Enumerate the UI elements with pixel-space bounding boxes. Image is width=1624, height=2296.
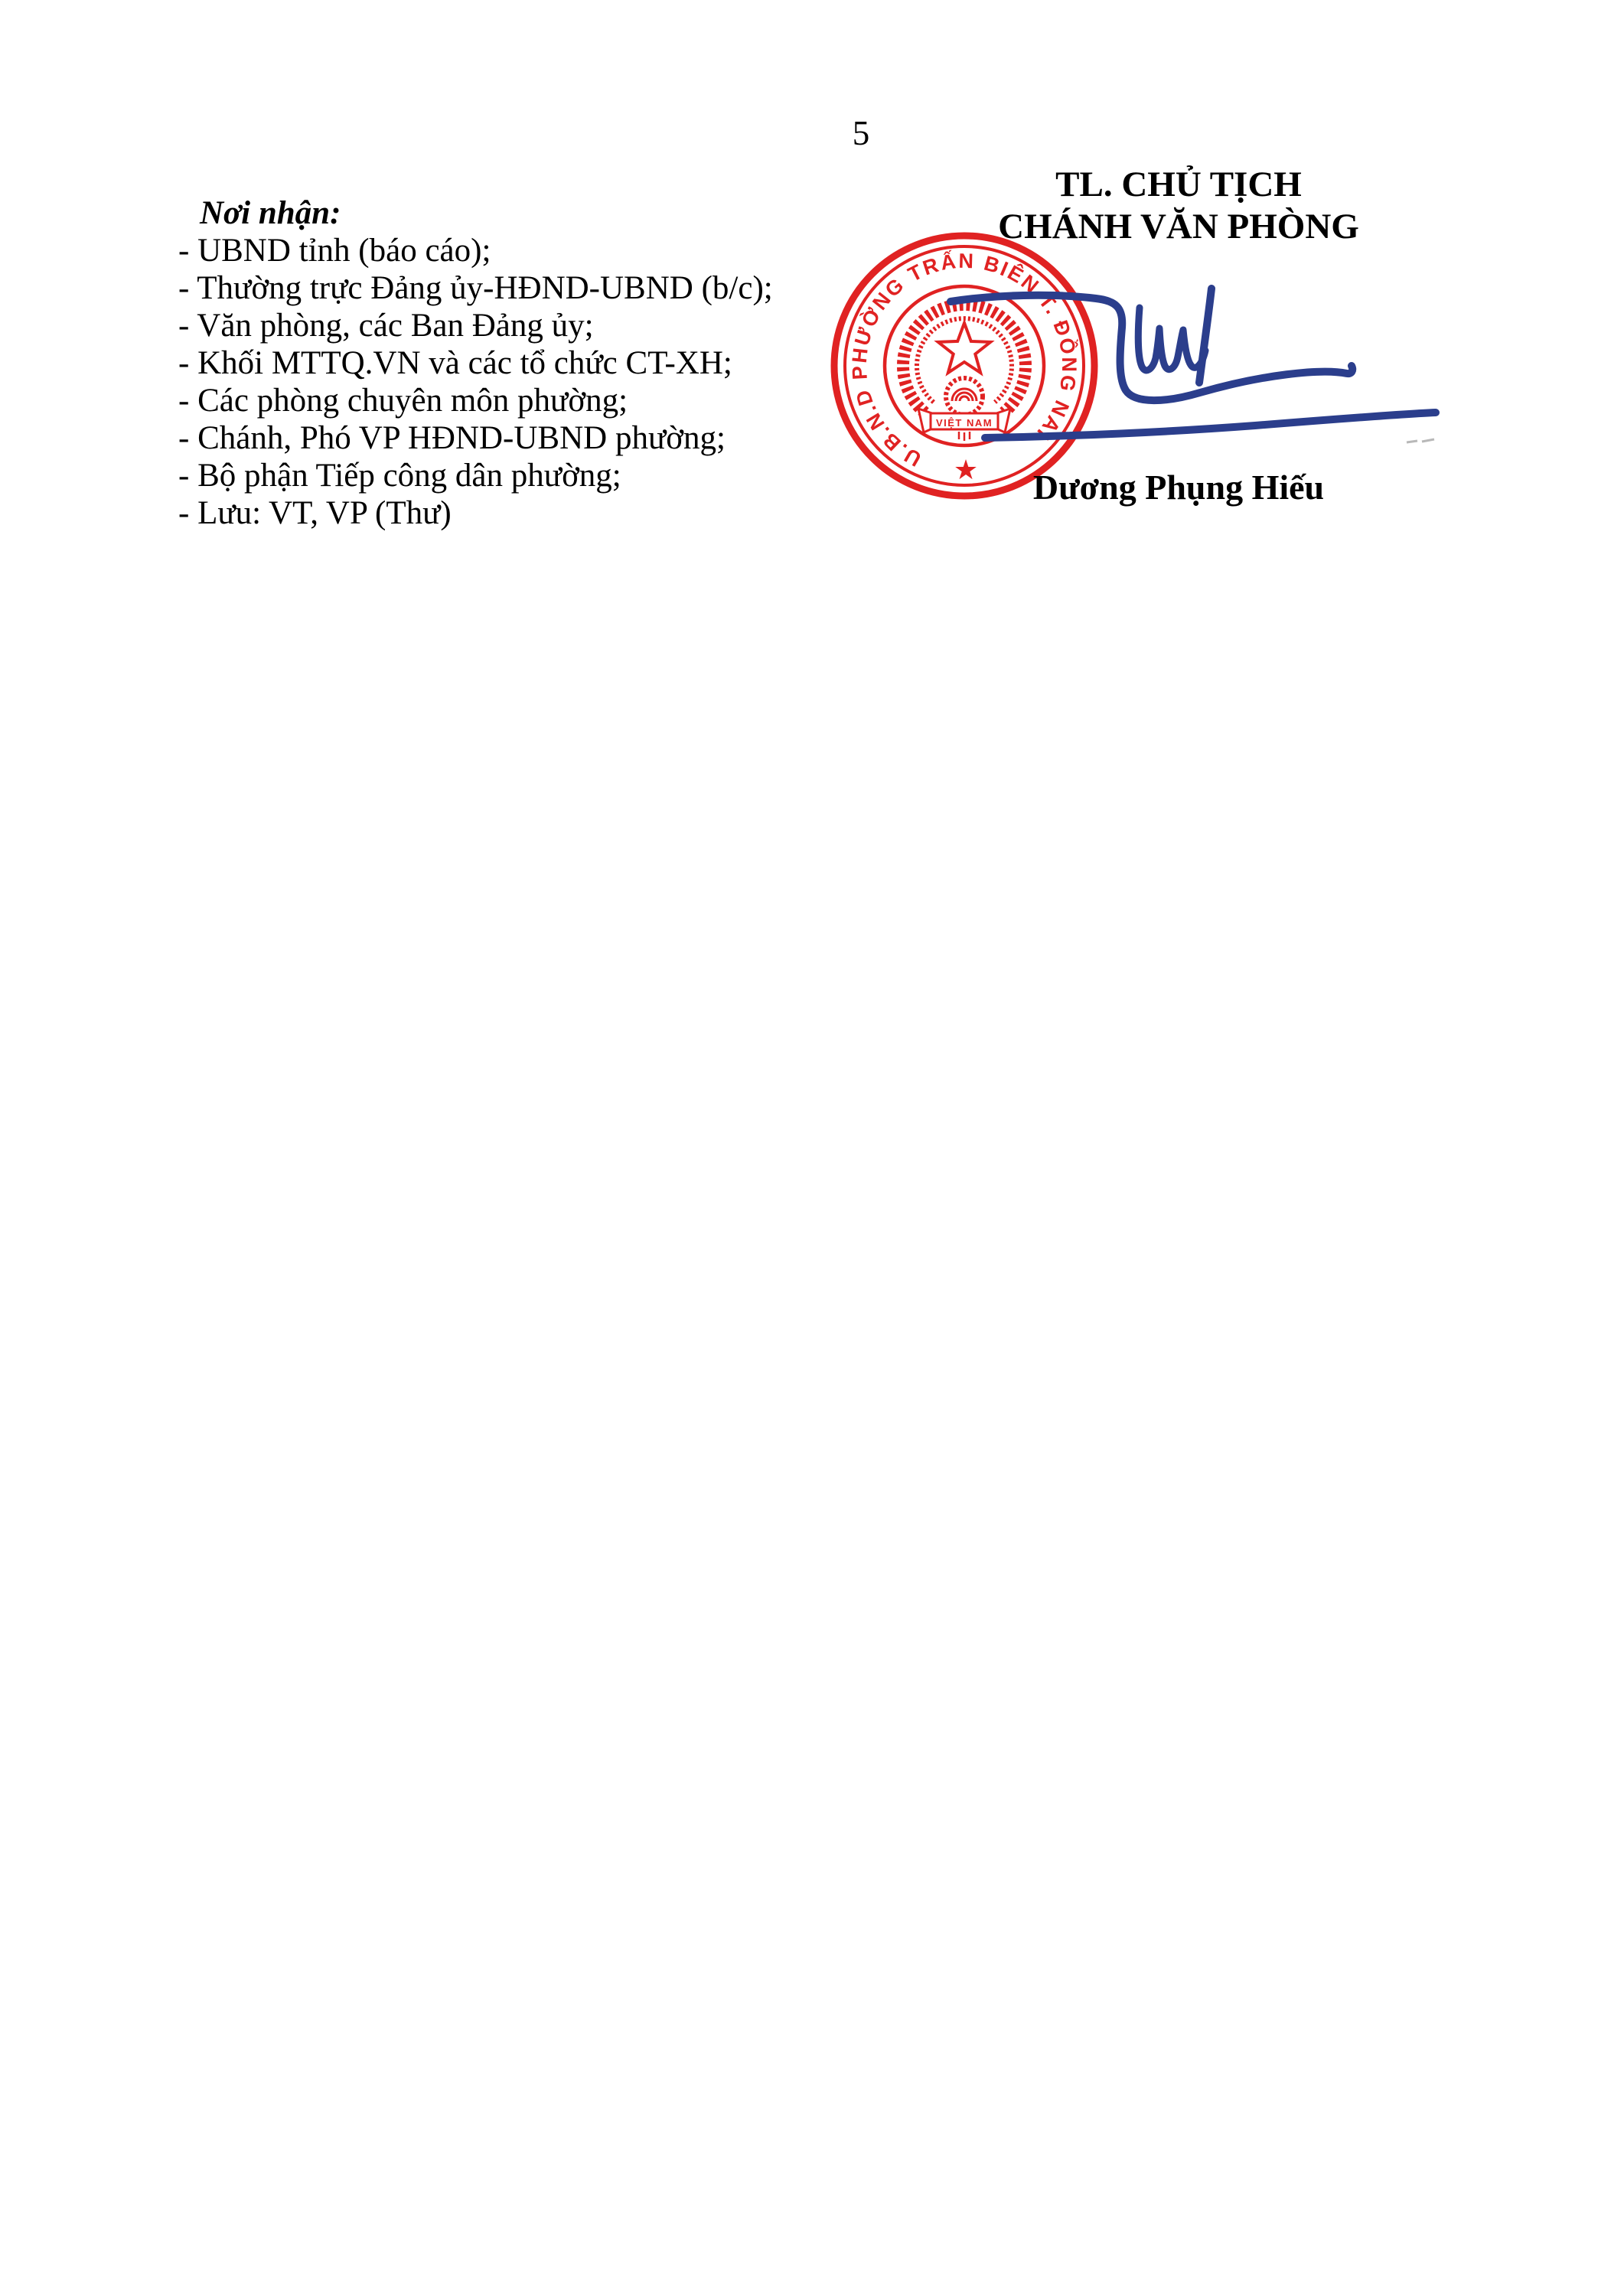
signature-stroke-tall <box>1199 289 1211 383</box>
recipient-item: - Khối MTTQ.VN và các tổ chức CT-XH; <box>178 345 732 381</box>
signer-name: Dương Phụng Hiếu <box>1032 468 1325 507</box>
recipients-heading: Nơi nhận: <box>200 195 341 231</box>
signature-faint-mark <box>1407 439 1434 442</box>
recipient-item: - Lưu: VT, VP (Thư) <box>178 495 452 531</box>
signature-stroke-zigzag <box>1138 308 1205 370</box>
signature-title-line1: TL. CHỦ TỊCH <box>1055 165 1302 204</box>
seal-bottom-star-icon: ★ <box>953 455 979 485</box>
recipient-item: - Văn phòng, các Ban Đảng ủy; <box>178 308 594 344</box>
signature-underline <box>985 413 1436 438</box>
recipient-item: - Bộ phận Tiếp công dân phường; <box>178 458 621 494</box>
recipients-block <box>178 194 836 532</box>
signature-stroke-main <box>951 295 1352 400</box>
emblem-banner-text: VIỆT NAM <box>935 417 993 429</box>
recipient-item: - Thường trực Đảng ủy-HĐND-UBND (b/c); <box>178 270 773 306</box>
seal-ring-text: U.B.N.D PHƯỜNG TRẤN BIÊN T. ĐỒNG NAI <box>847 249 1081 471</box>
recipient-item: - UBND tỉnh (báo cáo); <box>178 233 491 269</box>
recipients-list <box>178 232 836 532</box>
handwritten-signature <box>918 264 1469 486</box>
page-number: 5 <box>852 114 870 152</box>
recipient-item: - Các phòng chuyên môn phường; <box>178 383 628 419</box>
recipient-item: - Chánh, Phó VP HĐND-UBND phường; <box>178 420 726 456</box>
signature-title-line2: CHÁNH VĂN PHÒNG <box>998 207 1359 246</box>
